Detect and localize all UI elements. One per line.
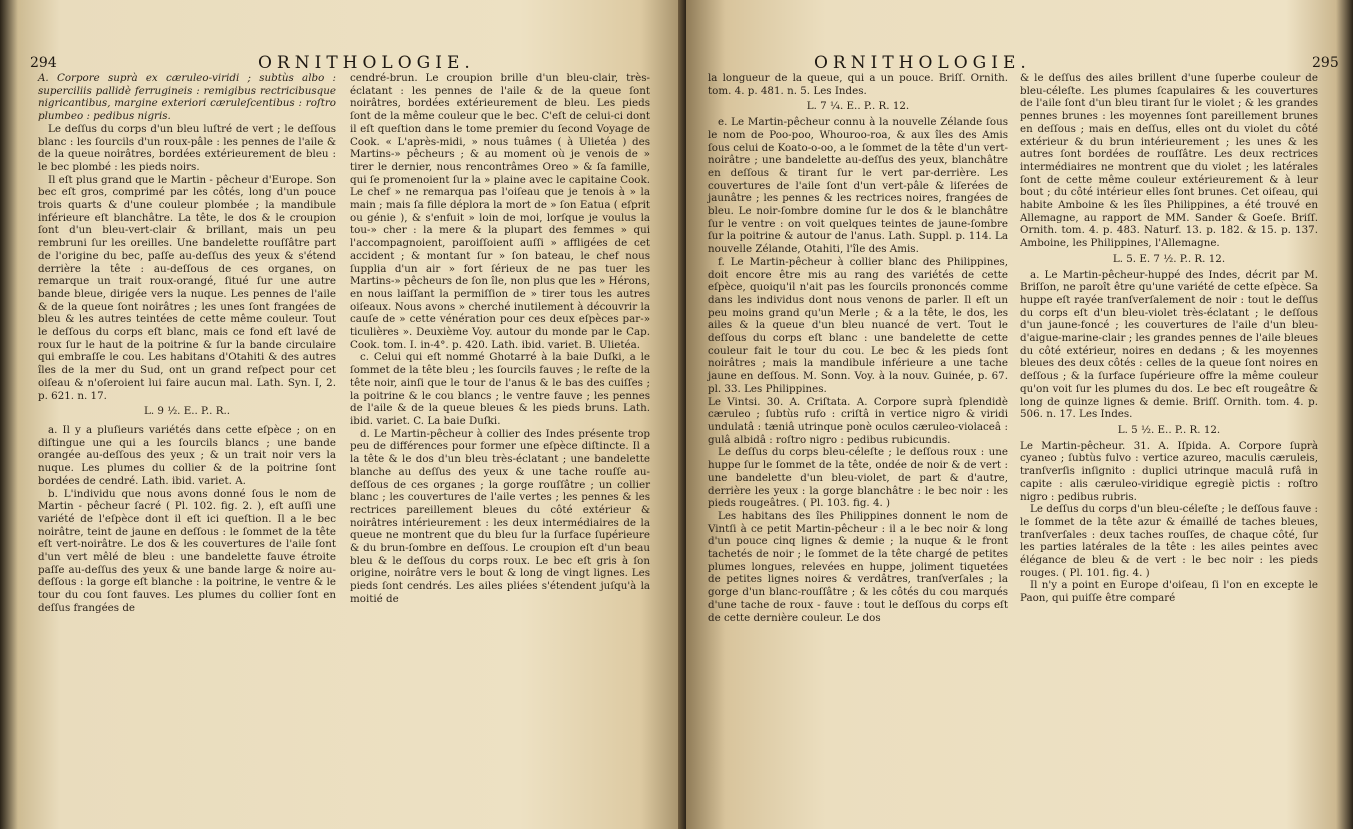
column-2: [1020, 72, 1318, 605]
paragraph: Le deſſus du corps d'un bleu-céleſte ; le deſſous fauve : le ſommet de la tête azur & émaillé de taches bleues, tranſverſales : deux taches rouſſes, de chaque côté, ſur les parties latérales de la tête : les ailes peintes avec élégance de bleu & de vert : le bec noir : les pieds rouges. ( Pl. 101. fig. 4. ): [1020, 503, 1318, 579]
paragraph: c. Celui qui eſt nommé Ghotarré à la baie Duſki, a le ſommet de la tête bleu ; les ſourcils fauves ; le reſte de la tête noir, ainſi que le tour de l'anus & le bas des cuiſſes ; la poitrine & le cou blancs ; le ventre fauve ; les pennes de l'aile & de la queue bleues & les pieds bruns. Lath. ibid. variet. C. La baie Duſki.: [350, 351, 650, 427]
paragraph: d. Le Martin-pêcheur à collier des Indes présente trop peu de différences pour former une eſpèce diſtincte. Il a la tête & le dos d'un bleu très-éclatant ; une bandelette blanche au deſſus des yeux & une tache rouſſe au-deſſous de ces organes ; la gorge rouſſâtre ; un collier blanc ; les couvertures de l'aile vertes ; les pennes & les rectrices pareillement bleues du côté extérieur & noirâtres intérieurement : les deux intermédiaires de la queue ne montrent que du bleu ſur la ſurface ſupérieure & du brun-ſombre en deſſous. Le croupion eſt d'un beau bleu & le deſſous du corps roux. Le bec eſt gris à ſon origine, noirâtre vers le bout & long de vingt lignes. Les pieds ſont cendrés. Les ailes pliées s'étendent juſqu'à la moitié de: [350, 427, 650, 605]
paragraph: Il n'y a point en Europe d'oiſeau, ſi l'on en excepte le Paon, qui puiſſe être comparé: [1020, 579, 1318, 605]
paragraph: e. Le Martin-pêcheur connu à la nouvelle Zélande ſous le nom de Poo-poo, Whouroo-roa, & aux îles des Amis ſous celui de Koato-o-oo, a le ſommet de la tête d'un vert-noirâtre ; une bandelette au-deſſus des yeux, blanchâtre en deſſous & tirant ſur le vert par-derrière. Les couvertures de l'aile ſont d'un vert-pâle & liſerées de jaunâtre ; les pennes & les rectrices noires, frangées de bleu. Le noir-ſombre domine ſur le dos & le blanchâtre ſur le ventre : on voit quelques teintes de jaune-ſombre ſur la poitrine & autour de l'anus. Lath. Suppl. p. 114. La nouvelle Zélande, Otahiti, l'île des Amis.: [708, 116, 1008, 256]
measurements: L. 5. E. 7 ½. P.. R. 12.: [1112, 252, 1226, 265]
paragraph: la longueur de la queue, qui a un pouce. Briſſ. Ornith. tom. 4. p. 481. n. 5. Les Indes.: [708, 72, 1008, 97]
paragraph: b. L'individu que nous avons donné ſous le nom de Martin - pêcheur ſacré ( Pl. 102. fig. 2. ), eſt auſſi une variété de l'eſpèce dont il eſt ici queſtion. Il a le bec noirâtre, teint de jaune en deſſous : le ſommet de la tête eſt vert-noirâtre. Le dos & les couvertures de l'aile ſont d'un vert mêlé de bleu : une bandelette fauve étroite paſſe au-deſſus des yeux & une bande large & noire au-deſſous : la gorge eſt blanche : la poitrine, le ventre & le tour du cou ſont fauves. Les plumes du collier ſont en deſſus frangées de: [38, 487, 336, 614]
column-1: [38, 72, 336, 615]
measurements: L. 7 ¼. E.. P.. R. 12.: [806, 100, 910, 113]
latin-diagnosis: A. Corpore suprà ex cæruleo-viridi ; subtùs albo : superciliis pallidè ferrugineis : remigibus rectricibusque nigricantibus, margine exteriori cæruleſcentibus : roſtro plumbeo : pedibus nigris.: [38, 72, 336, 123]
paragraph: & le deſſus des ailes brillent d'une ſuperbe couleur de bleu-céleſte. Les plumes ſcapulaires & les couvertures de l'aile ſont d'un bleu tirant ſur le violet ; & les grandes pennes brunes : les moyennes ſont pareillement brunes en deſſous ; mais en deſſus, elles ont du violet du côté extérieur & du brun intérieurement ; les unes & les autres ſont bordées de rouſſâtre. Les deux rectrices intermédiaires ne montrent que du violet ; les latérales ſont de cette même couleur extérieurement & à leur bout ; du côté intérieur elles ſont brunes. Cet oiſeau, qui habite Amboine & les îles Philippines, a été trouvé en Allemagne, au rapport de MM. Sander & Goeſe. Briſſ. Ornith. tom. 4. p. 483. Naturf. 13. p. 182. & 15. p. 137. Amboine, les Philippines, l'Allemagne.: [1020, 72, 1318, 250]
running-head: ORNITHOLOGIE.: [814, 53, 1031, 73]
page-number: 294: [30, 55, 57, 71]
paragraph: Il eſt plus grand que le Martin - pêcheur d'Europe. Son bec eſt gros, comprimé par les côtés, long d'un pouce trois quarts & d'une couleur plombée ; la mandibule inférieure eſt blanchâtre. La tête, le dos & le croupion ſont d'un bleu-vert-clair & brillant, mais un peu rembruni ſur les oreilles. Une bandelette rouſſâtre part de l'origine du bec, paſſe au-deſſus des yeux & s'étend derrière la tête : au-deſſous de ces organes, on remarque un trait roux-orangé, ſitué ſur une autre bande bleue, dirigée vers la nuque. Les pennes de l'aile & de la queue ſont noirâtres ; les unes ſont frangées de bleu & les autres teintées de cette même couleur. Tout le deſſous du corps eſt blanc, mais ce fond eſt lavé de roux ſur le haut de la poitrine & ſur la bande circulaire qui embraſſe le cou. Les habitans d'Otahiti & des autres îles de la mer du Sud, ont un grand reſpect pour cet oiſeau & n'oſeroient lui faire aucun mal. Lath. Syn. I, 2. p. 621. n. 17.: [38, 173, 336, 402]
paragraph: Le deſſus du corps bleu-céleſte ; le deſſous roux : une huppe ſur le ſommet de la tête, ondée de noir & de vert : une bandelette d'un bleu-violet, de part & d'autre, derrière les yeux : la gorge blanchâtre : le bec noir : les pieds rougeâtres. ( Pl. 103. fig. 4. ): [708, 446, 1008, 510]
species-heading: Le Vintsi. 30. A. Criſtata. A. Corpore suprà ſplendidè cæruleo ; ſubtùs rufo : criſtâ in vertice nigro & viridi undulatâ : tæniâ utrinque ponè oculos cæruleo-violaceâ : gulâ albidâ : roſtro nigro : pedibus rubicundis.: [708, 395, 1008, 446]
running-head: ORNITHOLOGIE.: [258, 53, 475, 73]
paragraph: Les habitans des îles Philippines donnent le nom de Vintſi à ce petit Martin-pêcheur : il a le bec noir & long d'un pouce cinq lignes & demie ; la nuque & le front tachetés de noir ; le ſommet de la tête chargé de petites plumes longues, relevées en huppe, joliment tiquetées de petites lignes noires & verdâtres, tranſverſales ; la gorge d'un blanc-rouſſâtre ; & les côtés du cou marqués d'une tache de roux - fauve : tout le deſſous du corps eſt de cette dernière couleur. Le dos: [708, 509, 1008, 624]
paragraph: f. Le Martin-pêcheur à collier blanc des Philippines, doit encore être mis au rang des variétés de cette eſpèce, quoiqu'il n'ait pas les ſourcils prononcés comme dans les individus dont nous venons de parler. Il eſt un peu moins grand qu'un Merle ; & a la tête, le dos, les ailes & la queue d'un bleu nuancé de vert. Tout le deſſous du corps eſt blanc : une bandelette de cette couleur fait le tour du cou. Le bec & les pieds ſont noirâtres ; mais la mandibule inférieure a une tache jaune en deſſous. M. Sonn. Voy. à la nouv. Guinée, p. 67. pl. 33. Les Philippines.: [708, 255, 1008, 395]
page-number: 295: [1312, 55, 1339, 71]
column-1: [708, 72, 1008, 624]
paragraph: cendré-brun. Le croupion brille d'un bleu-clair, très-éclatant : les pennes de l'aile & de la queue ſont noirâtres, bordées extérieurement de bleu. Les pieds ſont de la même couleur que le bec. C'eſt de celui-ci dont il eſt queſtion dans le tome premier du ſecond Voyage de Cook. « L'après-midi, » nous tuâmes ( à Ulietéa ) des Martins-» pêcheurs ; & au moment où je venois de » tirer le dernier, nous rencontrâmes Oreo » & ſa famille, qui ſe promenoient ſur la » plaine avec le capitaine Cook. Le chef » ne remarqua pas l'oiſeau que je tenois à » la main ; mais ſa fille déplora la mort de » ſon Eatua ( eſprit ou génie ), & s'enfuit » loin de moi, lorſque je voulus la tou-» cher : la mere & la plupart des femmes » qui l'accompagnoient, paroiſſoient auſſi » affligées de cet accident ; & montant ſur » ſon bateau, le chef nous ſupplia d'un air » fort ſérieux de ne pas tuer les Martins-» pêcheurs de ſon île, non plus que les » Hérons, en nous laiſſant la permiſſion de » tirer tous les autres oiſeaux. Nous avons » cherché inutilement à découvrir la cauſe de » cette vénération pour ces deux eſpèces par-» ticulières ». Deuxième Voy. autour du monde par le Cap. Cook. tom. I. in-4°. p. 420. Lath. ibid. variet. B. Ulietéa.: [350, 72, 650, 351]
right-page: [686, 0, 1353, 829]
measurements: L. 9 ½. E.. P.. R..: [143, 405, 231, 418]
paragraph: Le deſſus du corps d'un bleu luſtré de vert ; le deſſous blanc : les ſourcils d'un roux-pâle : les pennes de l'aile & de la queue noirâtres, bordées extérieurement de bleu : le bec plombé : les pieds noirs.: [38, 122, 336, 173]
paragraph: a. Il y a pluſieurs variétés dans cette eſpèce ; on en diſtingue une qui a les ſourcils blancs ; une bande orangée au-deſſous des yeux ; & un trait noir vers la nuque. Les plumes du collier & de la poitrine ſont bordées de cendré. Lath. ibid. variet. A.: [38, 423, 336, 487]
paragraph: a. Le Martin-pêcheur-huppé des Indes, décrit par M. Briſſon, ne paroît être qu'une variété de cette eſpèce. Sa huppe eſt rayée tranſverſalement de noir : tout le deſſus du corps eſt d'un bleu-violet très-éclatant ; le deſſous d'un jaune-foncé ; les couvertures de l'aile d'un bleu-d'aigue-marine-clair ; les grandes pennes de l'aile bleues du côté extérieur, noires en dedans ; & les moyennes bleues des deux côtés : celles de la queue ſont noires en deſſous ; & la ſurface ſupérieure offre la même couleur qu'on voit ſur les plumes du dos. Le bec eſt rougeâtre & long de quinze lignes & demie. Briſſ. Ornith. tom. 4. p. 506. n. 17. Les Indes.: [1020, 268, 1318, 421]
species-heading: Le Martin-pêcheur. 31. A. Iſpida. A. Corpore ſuprà cyaneo ; ſubtùs fulvo : vertice azureo, maculis cæruleis, tranſverſis inſignito : duplici utrinque maculâ rufâ in capite : alis cæruleo-viridique egregiè pictis : roſtro nigro : pedibus rubris.: [1020, 439, 1318, 503]
measurements: L. 5 ½. E.. P.. R. 12.: [1117, 423, 1221, 436]
column-2: [350, 72, 650, 606]
